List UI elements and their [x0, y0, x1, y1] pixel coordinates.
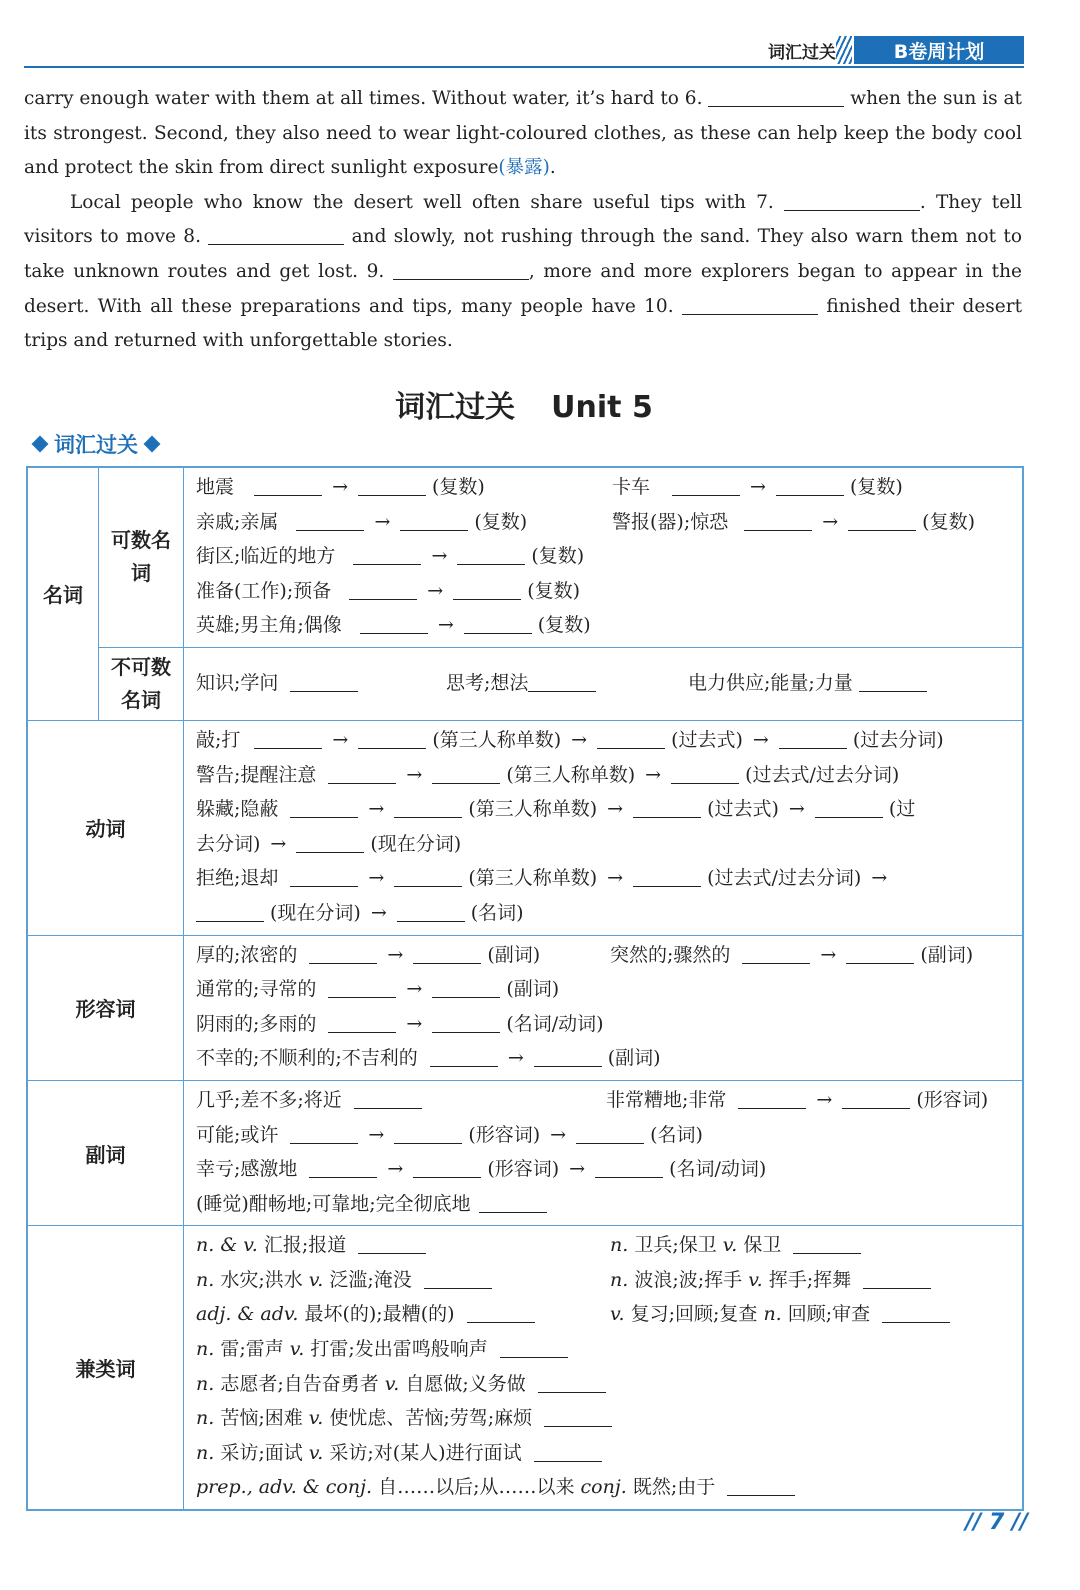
table-line [196, 938, 1012, 973]
pos-abbr: adj. & adv. [196, 1303, 299, 1326]
form-note: (过去分词) [852, 728, 944, 751]
answer-blank[interactable] [453, 581, 521, 600]
arrow-icon: → [370, 901, 387, 924]
form-note: (复数) [527, 579, 581, 602]
answer-blank[interactable] [394, 799, 462, 818]
category-verb: 动词 [27, 720, 184, 935]
word-label: 躲藏;隐蔽 [196, 798, 279, 821]
answer-blank[interactable] [296, 512, 364, 531]
word-label: 英雄;男主角;偶像 [196, 614, 342, 637]
answer-blank[interactable] [779, 730, 847, 749]
form-note: (名词/动词) [506, 1012, 604, 1035]
word-label: 阴雨的;多雨的 [196, 1012, 317, 1035]
form-note: (过去式/过去分词) [707, 867, 862, 890]
arrow-icon: → [645, 763, 662, 786]
form-note: (复数) [531, 545, 585, 568]
adjective-cell [184, 935, 1024, 1080]
answer-blank[interactable] [671, 765, 739, 784]
table-line [196, 1083, 1012, 1118]
table-line [196, 1401, 1012, 1436]
word-label: 使忧虑、苦恼;劳驾;麻烦 [329, 1407, 533, 1430]
arrow-icon: → [270, 832, 287, 855]
table-line [196, 574, 1012, 609]
answer-blank[interactable] [467, 1304, 535, 1323]
form-note: (名词) [470, 901, 524, 924]
second-column [606, 1083, 988, 1118]
answer-blank[interactable] [479, 1194, 547, 1213]
word-label: 打雷;发出雷鸣般响声 [310, 1338, 488, 1361]
arrow-icon: → [406, 763, 423, 786]
pos-abbr: n. [763, 1303, 782, 1326]
answer-blank[interactable] [846, 945, 914, 964]
table-line [196, 792, 1012, 827]
answer-blank[interactable] [400, 512, 468, 531]
answer-blank[interactable] [793, 1235, 861, 1254]
answer-blank[interactable] [776, 477, 844, 496]
passage-text: carry enough water with them at all times. Without water, it’s hard to 6. [24, 88, 703, 109]
word-label: 不幸的;不顺利的;不吉利的 [196, 1047, 418, 1070]
second-column [612, 505, 975, 540]
table-line [196, 723, 1012, 758]
form-note: (第三人称单数) [468, 867, 598, 890]
form-note: (复数) [922, 510, 975, 533]
word-label: 地震 [196, 476, 235, 498]
answer-blank[interactable] [397, 903, 465, 922]
word-label: 自愿做;义务做 [405, 1372, 526, 1395]
form-note: (副词) [920, 943, 974, 966]
word-label: 思考;想法 [446, 671, 529, 694]
passage-text: and slowly, not rushing through the sand. They also warn them not to take unknown routes and get lost. 9. [24, 226, 1022, 282]
form-note: (复数) [849, 476, 903, 498]
noun-countable-cell [184, 467, 1024, 647]
multiclass-cell [184, 1226, 1024, 1510]
subcategory-label: 可数名词 [111, 528, 171, 586]
answer-blank[interactable] [848, 512, 916, 531]
arrow-icon: → [406, 978, 423, 1001]
word-label: 自……以后;从……以来 [378, 1476, 575, 1499]
table-line [196, 1007, 1012, 1042]
noun-countable-row [27, 467, 1023, 647]
pos-abbr: n. [196, 1372, 215, 1395]
unit-title-en: Unit 5 [551, 390, 653, 425]
pos-abbr: v. [748, 1268, 763, 1291]
passage-gloss: (暴露) [498, 157, 550, 179]
arrow-icon: → [368, 1123, 385, 1146]
word-label: 街区;临近的地方 [196, 545, 336, 568]
answer-blank[interactable] [464, 615, 532, 634]
answer-blank[interactable] [358, 477, 426, 496]
table-line [196, 666, 1012, 701]
word-label: 非常糟地;非常 [606, 1088, 727, 1111]
pos-abbr: v. [289, 1338, 305, 1361]
answer-blank[interactable] [457, 546, 525, 565]
table-line [196, 1041, 1012, 1076]
answer-blank[interactable] [360, 615, 428, 634]
answer-blank[interactable] [358, 730, 426, 749]
table-line [196, 470, 1012, 505]
form-note: (过去式) [671, 728, 743, 751]
form-note: (形容词) [468, 1123, 541, 1146]
answer-blank[interactable] [576, 1125, 644, 1144]
blank-7[interactable] [784, 192, 920, 211]
arrow-icon: → [387, 943, 404, 966]
diamond-icon [32, 436, 49, 453]
table-line [196, 608, 1012, 643]
category-adjective: 形容词 [27, 935, 184, 1080]
answer-blank[interactable] [328, 1014, 396, 1033]
word-label: 通常的;寻常的 [196, 978, 317, 1001]
word-label: 几乎;差不多;将近 [196, 1088, 342, 1111]
form-note: (复数) [431, 476, 485, 498]
arrow-icon: → [550, 1123, 567, 1146]
second-column [612, 470, 903, 505]
answer-blank[interactable] [534, 1443, 602, 1462]
header-slash-decoration [836, 36, 852, 64]
blank-10[interactable] [682, 296, 818, 315]
unit-title-cn: 词汇过关 [395, 390, 516, 425]
word-label: 水灾;洪水 [220, 1268, 303, 1291]
form-note: (第三人称单数) [432, 728, 562, 751]
passage-paragraph-2 [24, 186, 1022, 359]
pos-abbr: n. [196, 1268, 215, 1291]
arrow-icon: → [507, 1047, 524, 1070]
form-note: (形容词) [487, 1158, 560, 1181]
answer-blank[interactable] [254, 477, 322, 496]
arrow-icon: → [607, 867, 624, 890]
word-label: 泛滥;淹没 [329, 1268, 412, 1291]
arrow-icon: → [368, 798, 385, 821]
answer-blank[interactable] [597, 730, 665, 749]
table-line [196, 539, 1012, 574]
answer-blank[interactable] [432, 765, 500, 784]
passage-text: . [549, 157, 556, 179]
category-multiclass: 兼类词 [27, 1226, 184, 1510]
answer-blank[interactable] [842, 1090, 910, 1109]
category-noun: 名词 [27, 467, 99, 720]
answer-blank[interactable] [328, 979, 396, 998]
verb-cell [184, 720, 1024, 935]
arrow-icon: → [607, 798, 624, 821]
answer-blank[interactable] [538, 1374, 606, 1393]
passage-text: . They tell visitors to move 8. [24, 191, 1022, 248]
arrow-icon: → [820, 943, 837, 966]
pos-abbr: n. [196, 1441, 215, 1464]
table-line [196, 1332, 1012, 1367]
answer-blank[interactable] [534, 1048, 602, 1067]
form-note: (现在分词) [370, 832, 462, 855]
arrow-icon: → [871, 867, 888, 890]
table-line [196, 505, 1012, 540]
answer-blank[interactable] [430, 1048, 498, 1067]
uncountable-col-3 [688, 666, 927, 701]
answer-blank[interactable] [358, 1235, 426, 1254]
pos-abbr: n. & v. [196, 1234, 258, 1257]
arrow-icon: → [750, 476, 766, 498]
answer-blank[interactable] [633, 799, 701, 818]
form-note: (形容词) [916, 1088, 989, 1111]
table-line [196, 827, 1012, 862]
answer-blank[interactable] [309, 945, 377, 964]
word-label: 卫兵;保卫 [634, 1234, 717, 1257]
page-number: // 7 // [965, 1510, 1028, 1535]
subcategory-countable [99, 467, 184, 647]
answer-blank[interactable] [432, 979, 500, 998]
pos-abbr: n. [196, 1407, 215, 1430]
adverb-row [27, 1080, 1023, 1225]
answer-blank[interactable] [309, 1159, 377, 1178]
answer-blank[interactable] [633, 868, 701, 887]
pos-abbr: v. [722, 1234, 738, 1257]
form-note: (副词) [487, 943, 541, 966]
multiclass-row [27, 1226, 1023, 1510]
header-brand-badge: B卷周计划 [854, 36, 1024, 64]
word-label: 突然的;骤然的 [610, 943, 731, 966]
arrow-icon: → [427, 579, 444, 602]
arrow-icon: → [822, 510, 839, 533]
table-line [196, 1436, 1012, 1471]
form-note: (复数) [474, 510, 528, 533]
arrow-icon: → [437, 614, 454, 637]
blank-8[interactable] [208, 226, 344, 245]
pos-abbr: v. [308, 1268, 324, 1291]
word-label: 知识;学问 [196, 671, 279, 694]
answer-blank[interactable] [859, 673, 927, 692]
word-label: 采访;对(某人)进行面试 [329, 1441, 522, 1464]
second-column [610, 1263, 931, 1298]
answer-blank[interactable] [394, 1125, 462, 1144]
answer-blank[interactable] [349, 581, 417, 600]
answer-blank[interactable] [742, 945, 810, 964]
form-note: 去分词) [196, 832, 261, 855]
word-label: 卡车 [612, 476, 651, 498]
arrow-icon: → [332, 728, 349, 751]
arrow-icon: → [431, 545, 448, 568]
answer-blank[interactable] [863, 1270, 931, 1289]
verb-row [27, 720, 1023, 935]
answer-blank[interactable] [738, 1090, 806, 1109]
arrow-icon: → [571, 728, 588, 751]
word-label: 幸亏;感激地 [196, 1158, 298, 1181]
answer-blank[interactable] [424, 1270, 492, 1289]
table-line [196, 1470, 1012, 1505]
answer-blank[interactable] [882, 1304, 950, 1323]
answer-blank[interactable] [290, 868, 358, 887]
form-note: (副词) [506, 978, 560, 1001]
arrow-icon: → [387, 1158, 404, 1181]
word-label: 挥手;挥舞 [768, 1268, 852, 1291]
word-label: 志愿者;自告奋勇者 [220, 1372, 379, 1395]
answer-blank[interactable] [815, 799, 883, 818]
section-heading [26, 428, 166, 460]
answer-blank[interactable] [296, 834, 364, 853]
passage-text: , more and more explorers began to appear in the desert. With all these preparations and tips, many people have 10. [24, 260, 1022, 317]
form-note: (过 [888, 798, 916, 821]
answer-blank[interactable] [432, 1014, 500, 1033]
word-label: 准备(工作);预备 [196, 579, 332, 602]
answer-blank[interactable] [290, 799, 358, 818]
form-note: (过去式) [707, 798, 779, 821]
word-label: 既然;由于 [632, 1476, 716, 1499]
category-adverb: 副词 [27, 1080, 184, 1225]
passage-text: when the sun is at its strongest. Second, they also need to wear light-coloured clothes, as these can help keep the body cool and protect the skin from direct sunlight exposure [24, 88, 1022, 179]
word-label: 回顾;审查 [787, 1303, 871, 1326]
answer-blank[interactable] [254, 730, 322, 749]
answer-blank[interactable] [744, 512, 812, 531]
answer-blank[interactable] [727, 1477, 795, 1496]
unit-title [0, 382, 1048, 426]
blank-6[interactable] [708, 88, 844, 107]
table-line [196, 972, 1012, 1007]
answer-blank[interactable] [290, 673, 358, 692]
pos-abbr: v. [308, 1407, 324, 1430]
pos-abbr: conj. [580, 1476, 627, 1499]
word-label: 波浪;波;挥手 [634, 1268, 743, 1291]
answer-blank[interactable] [500, 1339, 568, 1358]
diamond-icon [144, 436, 161, 453]
table-line [196, 1263, 1012, 1298]
word-label: 可能;或许 [196, 1123, 279, 1146]
arrow-icon: → [406, 1012, 423, 1035]
answer-blank[interactable] [290, 1125, 358, 1144]
form-note: (过去式/过去分词) [745, 763, 900, 786]
answer-blank[interactable] [544, 1408, 612, 1427]
pos-abbr: v. [610, 1303, 625, 1326]
subcategory-label: 不可数名词 [111, 654, 171, 712]
passage-paragraph-1 [24, 82, 1022, 186]
second-column [610, 938, 973, 973]
uncountable-col-2 [446, 666, 596, 701]
pos-abbr: v. [384, 1372, 400, 1395]
word-label: 敲;打 [196, 728, 241, 751]
arrow-icon: → [569, 1158, 586, 1181]
form-note: (现在分词) [270, 901, 361, 924]
form-note: (复数) [537, 614, 591, 637]
adverb-cell [184, 1080, 1024, 1225]
word-label: 苦恼;困难 [220, 1407, 303, 1430]
arrow-icon: → [374, 510, 391, 533]
answer-blank[interactable] [328, 765, 396, 784]
header-section-label: 词汇过关 [768, 43, 836, 63]
word-label: 汇报;报道 [263, 1234, 347, 1257]
table-line [196, 1187, 1012, 1222]
answer-blank[interactable] [595, 1159, 663, 1178]
word-label: (睡觉)酣畅地;可靠地;完全彻底地 [196, 1192, 471, 1215]
pos-abbr: v. [308, 1441, 324, 1464]
arrow-icon: → [752, 728, 769, 751]
word-label: 采访;面试 [220, 1441, 303, 1464]
answer-blank[interactable] [354, 1090, 422, 1109]
word-label: 亲戚;亲属 [196, 510, 279, 533]
passage-text: finished their desert trips and returned with unforgettable stories. [24, 295, 1022, 352]
table-line [196, 758, 1012, 793]
word-label: 警报(器);惊恐 [612, 510, 729, 533]
answer-blank[interactable] [196, 903, 264, 922]
word-label: 雷;雷声 [220, 1338, 284, 1361]
second-column [610, 1228, 861, 1263]
form-note: (名词) [650, 1123, 703, 1146]
reading-passage [24, 82, 1022, 359]
passage-text: Local people who know the desert well often share useful tips with 7. [70, 191, 774, 213]
vocabulary-table [26, 466, 1024, 1511]
word-label: 复习;回顾;复查 [630, 1303, 758, 1326]
form-note: (名词/动词) [669, 1158, 767, 1181]
arrow-icon: → [332, 476, 348, 498]
word-label: 保卫 [743, 1234, 782, 1257]
arrow-icon: → [788, 798, 805, 821]
pos-abbr: prep., adv. & conj. [196, 1476, 373, 1499]
answer-blank[interactable] [672, 477, 740, 496]
answer-blank[interactable] [394, 868, 462, 887]
arrow-icon: → [816, 1088, 833, 1111]
noun-uncountable-row [27, 647, 1023, 720]
word-label: 拒绝;退却 [196, 867, 279, 890]
word-label: 厚的;浓密的 [196, 943, 298, 966]
form-note: (第三人称单数) [468, 798, 598, 821]
adjective-row [27, 935, 1023, 1080]
word-label: 电力供应;能量;力量 [688, 671, 853, 694]
answer-blank[interactable] [413, 1159, 481, 1178]
pos-abbr: n. [196, 1338, 215, 1361]
blank-9[interactable] [393, 261, 529, 280]
table-line [196, 1118, 1012, 1153]
pos-abbr: n. [610, 1234, 629, 1257]
table-line [196, 1152, 1012, 1187]
answer-blank[interactable] [528, 673, 596, 692]
second-column [610, 1297, 950, 1332]
word-label: 警告;提醒注意 [196, 763, 317, 786]
table-line [196, 1367, 1012, 1402]
arrow-icon: → [368, 867, 385, 890]
page-number-value: 7 [988, 1510, 1005, 1535]
form-note: (第三人称单数) [506, 763, 636, 786]
noun-uncountable-cell [184, 647, 1024, 720]
page-header [24, 34, 1024, 68]
subcategory-uncountable [99, 647, 184, 720]
table-line [196, 1228, 1012, 1263]
table-line [196, 1297, 1012, 1332]
table-line [196, 896, 1012, 931]
word-label: 最坏(的);最糟(的) [304, 1303, 455, 1326]
section-heading-text: 词汇过关 [54, 433, 138, 457]
answer-blank[interactable] [413, 945, 481, 964]
form-note: (副词) [607, 1047, 661, 1070]
table-line [196, 861, 1012, 896]
pos-abbr: n. [610, 1268, 629, 1291]
answer-blank[interactable] [353, 546, 421, 565]
